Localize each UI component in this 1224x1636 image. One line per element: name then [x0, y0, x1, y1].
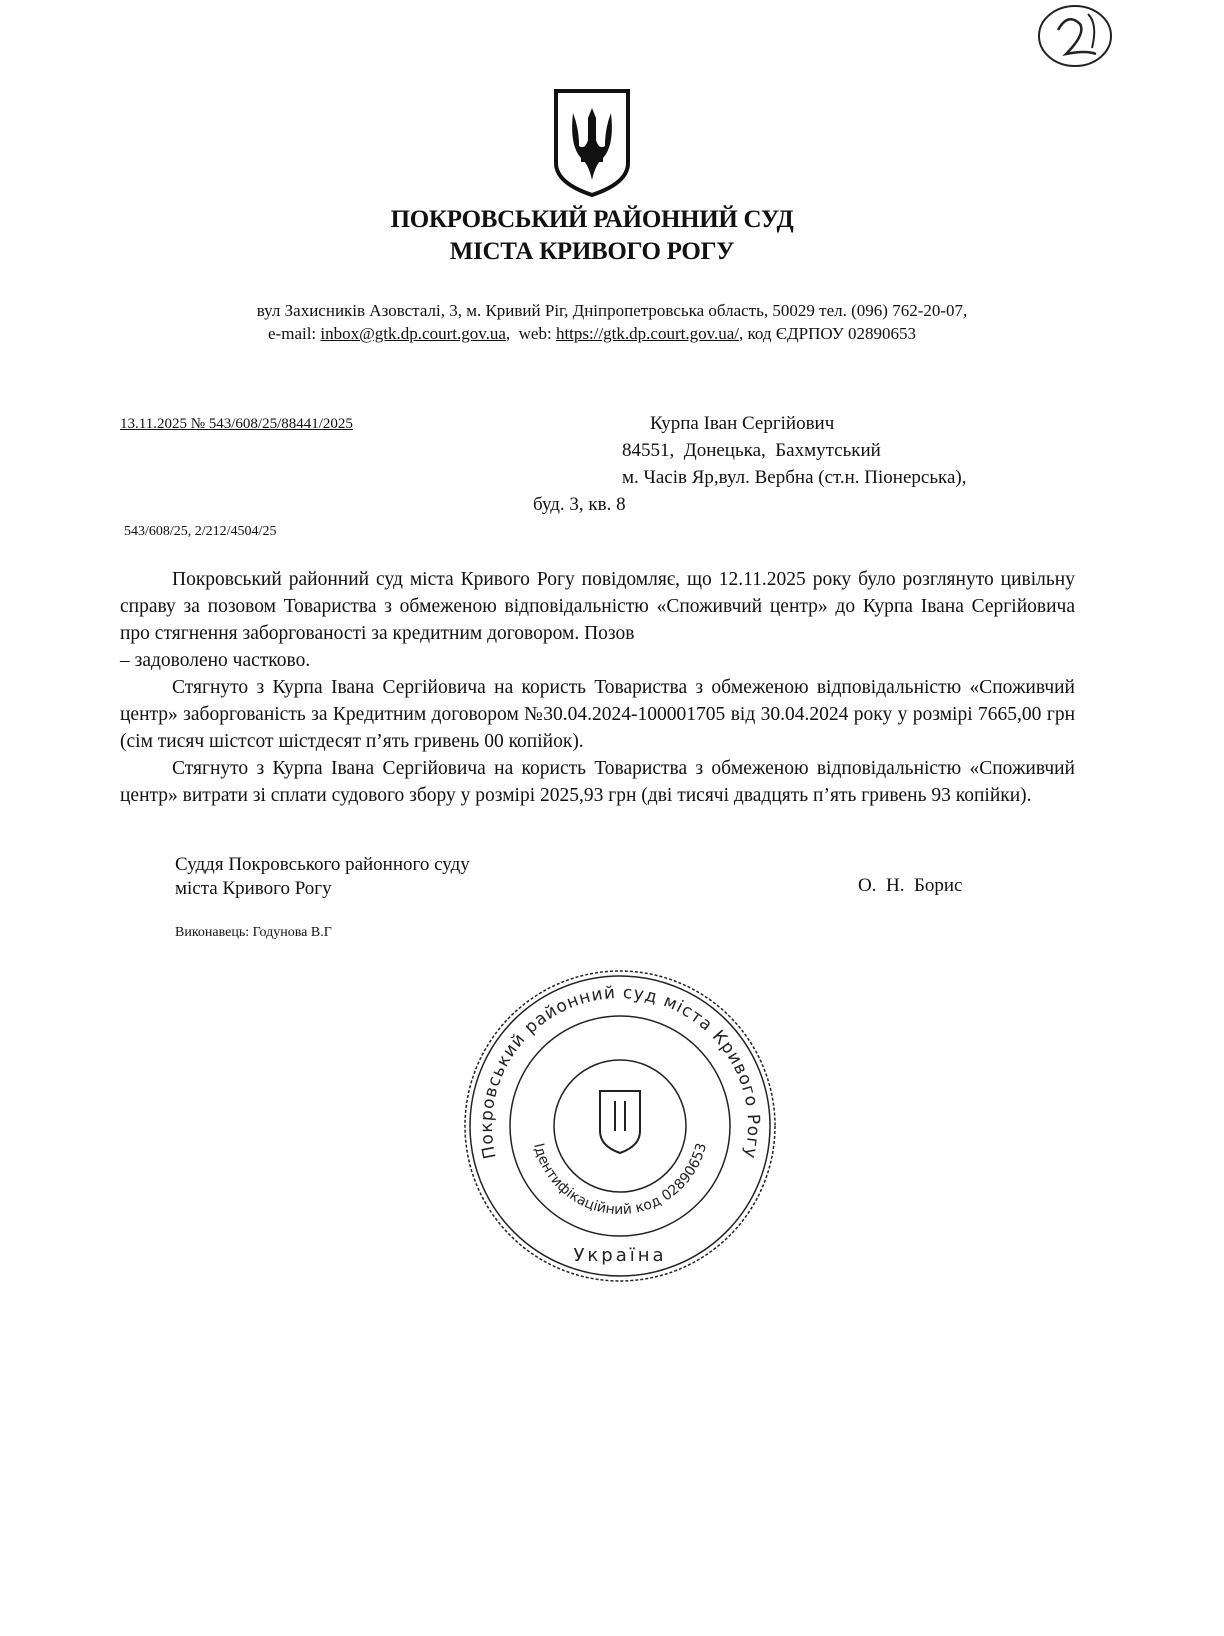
court-name-line1: ПОКРОВСЬКИЙ РАЙОННИЙ СУД — [390, 206, 794, 233]
court-name-line2: МІСТА КРИВОГО РОГУ — [449, 238, 735, 265]
email-link[interactable]: inbox@gtk.dp.court.gov.ua — [320, 324, 506, 343]
stamp-inner-text: Ідентифікаційний код 02890653 — [530, 1141, 711, 1219]
court-contacts: e-mail: inbox@gtk.dp.court.gov.ua, web: https://gtk.dp.court.gov.ua/, код ЄДРПОУ 02890653 — [268, 324, 916, 343]
judge-position-line1: Суддя Покровського районного суду — [175, 854, 470, 875]
paragraph-debt: Стягнуто з Курпа Івана Сергійовича на користь Товариства з обмеженою відповідальністю «Споживчий центр» заборгованість за Кредитним договором №30.04.2024-100001705 від 30.04.2024 року у розмірі 7665,00 грн (сім тисяч шістсот шістдесят п’ять гривень 00 копійок). — [120, 677, 1075, 752]
paragraph-decision: Покровський районний суд міста Кривого Рогу повідомляє, що 12.11.2025 року було розглянуто цивільну справу за позовом Товариства з обмеженою відповідальністю «Споживчий центр» до Курпа Івана Сергійовича про стягнення заборгованості за кредитним договором. Позов — [120, 569, 1075, 644]
coat-of-arms-icon — [553, 88, 631, 198]
letter-content — [120, 566, 1075, 1291]
stamp-area — [120, 961, 1075, 1291]
court-address: вул Захисників Азовсталі, 3, м. Кривий Ріг, Дніпропетровська область, 50029 тел. (096) 762-20-07, — [256, 301, 968, 320]
paragraph-decision-end: – задоволено частково. — [120, 650, 311, 671]
stamp-bottom-text: Україна — [573, 1245, 667, 1266]
judge-position-line2: міста Кривого Рогу — [175, 878, 332, 899]
web-label: web: — [518, 324, 552, 343]
paragraph-court-fee: Стягнуто з Курпа Івана Сергійовича на користь Товариства з обмеженою відповідальністю «Споживчий центр» витрати зі сплати судового збору у розмірі 2025,93 грн (дві тисячі двадцять п’ять гривень 93 копійки). — [120, 758, 1075, 806]
svg-text:Покровський районний суд міста — [477, 983, 763, 1161]
addressee-name: Курпа Іван Сергійович — [650, 413, 835, 434]
stamp-outer-text: Покровський районний суд міста Кривого Рогу — [476, 983, 764, 1161]
addressee-address-line3: буд. 3, кв. 8 — [533, 494, 626, 515]
addressee-address-line1: 84551, Донецька, Бахмутський — [622, 440, 881, 461]
outgoing-number: 13.11.2025 № 543/608/25/88441/2025 — [120, 416, 353, 432]
handwritten-page-number — [1030, 0, 1120, 75]
court-stamp — [455, 961, 785, 1291]
letter-body — [120, 566, 1075, 809]
web-link[interactable]: https://gtk.dp.court.gov.ua/ — [555, 324, 740, 343]
case-numbers: 543/608/25, 2/212/4504/25 — [124, 524, 277, 539]
email-label: e-mail: — [268, 324, 317, 343]
edrpou-code: код ЄДРПОУ 02890653 — [747, 324, 916, 343]
judge-name: О. Н. Борис — [858, 875, 963, 896]
executor: Виконавець: Годунова В.Г — [175, 925, 332, 940]
addressee-address-line2: м. Часів Яр,вул. Вербна (ст.н. Піонерська), — [622, 467, 967, 488]
signature-block — [120, 853, 1075, 901]
